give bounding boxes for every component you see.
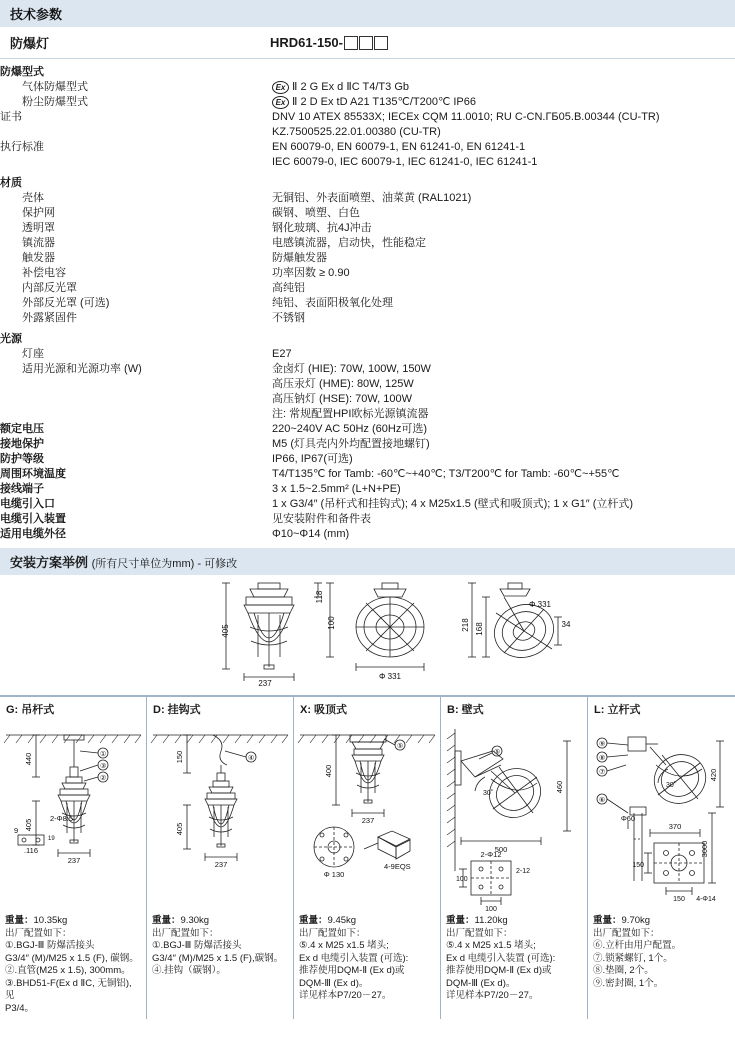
table-row [0, 266, 735, 281]
drawing-L [588, 721, 735, 913]
row-value: 钢化玻璃、抗4J冲击 [272, 222, 372, 234]
callout-5: ⑤ [397, 743, 404, 750]
install-subtitle: (所有尺寸单位为mm) - 可修改 [91, 558, 238, 570]
option-title-D: D: 挂钩式 [153, 704, 201, 716]
notes-L [588, 913, 735, 994]
row-value: Ex Ⅱ 2 G Ex d ⅡC T4/T3 Gb [272, 80, 735, 95]
note-line: ①.BGJ-Ⅲ 防爆活接头 [152, 940, 242, 951]
page-title: 技术参数 [10, 7, 63, 22]
row-label: 粉尘防爆型式 [22, 96, 88, 108]
dim-2-12: 2-12 [516, 868, 531, 875]
note-line: ⑤.4 x M25 x1.5 堵头; [299, 940, 389, 951]
row-label: 外露紧固件 [22, 312, 77, 324]
table-row [0, 125, 735, 140]
table-row [0, 311, 735, 326]
note-line: 详见样本P7/20－27。 [299, 990, 392, 1001]
weight-L: 9.70kg [621, 915, 651, 926]
note-line: 推荐使用DQM-Ⅱ (Ex d)或 [299, 965, 405, 976]
row-value: T4/T135℃ for Tamb: -60℃~+40℃; T3/T200℃ for Tamb: -60℃~+55℃ [272, 468, 620, 480]
dim-237: 237 [214, 860, 228, 869]
drawing-B [441, 721, 587, 913]
product-code: HRD61-150- [270, 29, 388, 57]
note-line: ⑤.4 x M25 x1.5 堵头; [446, 940, 536, 951]
row-value: KZ.7500525.22.01.00380 (CU-TR) [272, 126, 441, 138]
row-value: 电感镇流器，启动快，性能稳定 [272, 237, 426, 249]
row-label: 证书 [0, 111, 22, 123]
mounting-options [0, 696, 735, 1019]
row-value: Φ10~Φ14 (mm) [272, 528, 350, 540]
row-value: E27 [272, 348, 292, 360]
row-value: 高压钠灯 (HSE): 70W, 100W [272, 393, 412, 405]
weight-label-L: 重量： [593, 915, 622, 926]
group-title: 防爆型式 [0, 66, 44, 78]
callout-2: ② [100, 775, 107, 782]
dim-3000: 3000 [700, 840, 709, 858]
callout-7: ⑦ [599, 769, 606, 776]
table-row [0, 422, 735, 437]
dim-405: 405 [24, 818, 33, 832]
group-title: 光源 [0, 333, 22, 345]
spec-table [0, 65, 735, 542]
mounting-option-L [588, 697, 735, 1019]
note-line: ②.直管(M25 x 1.5), 300mm。 [5, 965, 131, 976]
callout-6: ⑥ [599, 797, 606, 804]
code-box-2 [359, 36, 373, 50]
group-title: 材质 [0, 177, 22, 189]
row-value: 高纯铝 [272, 282, 305, 294]
callout-4: ④ [248, 755, 255, 762]
ship-label-B: 出厂配置如下： [446, 927, 513, 939]
note-line: 详见样本P7/20－27。 [446, 990, 539, 1001]
note-line: ①.BGJ-Ⅲ 防爆活接头 [5, 940, 95, 951]
weight-label-G: 重量： [5, 915, 34, 926]
spec-group-title-row [0, 176, 735, 191]
dim-19: 19 [48, 836, 55, 842]
dim-237: 237 [67, 856, 81, 865]
row-value: 碳钢、喷塑、白色 [272, 207, 360, 219]
dim-30deg: 30˚ [666, 782, 677, 789]
row-value: 见安装附件和备件表 [272, 513, 371, 525]
row-label: 接地保护 [0, 438, 44, 450]
table-row [0, 206, 735, 221]
dim-34: 34 [561, 620, 571, 629]
note-line: 推荐使用DQM-Ⅱ (Ex d)或 [446, 965, 552, 976]
weight-X: 9.45kg [327, 915, 357, 926]
note-line: ⑦.锁紧螺钉, 1个。 [593, 952, 673, 964]
note-line: ④.挂钩（碳钢）。 [152, 965, 226, 976]
row-label: 周围环境温度 [0, 468, 66, 480]
dim-100: 100 [327, 616, 336, 630]
row-value: 不锈钢 [272, 312, 305, 324]
row-value: 无铜铝、外表面喷塑、油菜黄 (RAL1021) [272, 192, 472, 204]
spec-group-title-row [0, 332, 735, 347]
mounting-option-B [441, 697, 588, 1019]
dim-405: 405 [221, 624, 230, 638]
dim-118: 118 [315, 590, 324, 604]
dim-150-v: 150 [632, 862, 644, 869]
mounting-option-D [147, 697, 294, 1019]
table-row [0, 407, 735, 422]
note-line: ⑥.立杆由用户配置。 [593, 940, 682, 951]
callout-1: ① [100, 751, 107, 758]
weight-B: 11.20kg [474, 915, 508, 926]
product-label: 防爆灯 [10, 36, 50, 51]
option-title-L: L: 立杆式 [594, 704, 641, 716]
dim-100-v: 100 [456, 876, 468, 883]
dim-2-phi12: 2-Φ12 [480, 850, 502, 859]
code-box-1 [344, 36, 358, 50]
table-row [0, 437, 735, 452]
table-row [0, 191, 735, 206]
row-label: 电缆引入装置 [0, 513, 66, 525]
mounting-option-G [0, 697, 147, 1019]
table-row [0, 377, 735, 392]
dim-4-9eqs: 4-9EQS [384, 862, 411, 871]
row-label: 触发器 [22, 252, 55, 264]
callout-5: ⑤ [494, 749, 501, 756]
row-label: 外部反光罩 (可选) [22, 297, 110, 309]
row-label [0, 155, 272, 170]
note-line: ⑧.垫圈, 2个。 [593, 965, 654, 976]
ship-label-L: 出厂配置如下： [593, 927, 660, 939]
dim-116: .116 [23, 846, 39, 855]
row-value: 纯铝、表面阳极氧化处理 [272, 297, 393, 309]
ship-label-G: 出厂配置如下： [5, 927, 72, 939]
dim-168: 168 [475, 622, 484, 636]
note-line: G3/4″ (M)/M25 x 1.5 (F),碳钢。 [152, 952, 284, 964]
row-label: 镇流器 [22, 237, 55, 249]
note-line: DQM-Ⅲ (Ex d)。 [299, 977, 369, 989]
row-label: 适用光源和光源功率 (W) [22, 363, 142, 375]
table-row [0, 392, 735, 407]
mounting-option-X [294, 697, 441, 1019]
option-title-B: B: 壁式 [447, 704, 484, 716]
table-row [0, 296, 735, 311]
row-value: Ex Ⅱ 2 D Ex tD A21 T135℃/T200℃ IP66 [272, 95, 735, 110]
note-line: DQM-Ⅲ (Ex d)。 [446, 977, 516, 989]
row-label: 防护等级 [0, 453, 44, 465]
dim-phi130: Φ 130 [323, 870, 345, 879]
top-drawings-svg [0, 575, 735, 693]
note-line: P3/4。 [5, 1002, 35, 1014]
callout-9: ⑨ [599, 741, 606, 748]
weight-G: 10.35kg [33, 915, 68, 926]
weight-label-X: 重量： [299, 915, 328, 926]
notes-X [294, 913, 440, 1007]
drawing-D [147, 721, 293, 913]
dim-9: 9 [14, 826, 19, 835]
dim-phi60: Φ60 [620, 814, 636, 823]
table-row [0, 497, 735, 512]
row-value: M5 (灯具壳内外均配置接地螺钉) [272, 438, 430, 450]
option-title-X: X: 吸顶式 [300, 704, 348, 716]
table-row [0, 221, 735, 236]
row-label [0, 377, 272, 392]
row-value: 1 x G3/4″ (吊杆式和挂钩式); 4 x M25x1.5 (壁式和吸顶式); 1 x G1″ (立杆式) [272, 498, 634, 510]
row-value: 注: 常规配置HPI欧标光源镇流器 [272, 408, 429, 420]
row-label: 适用电缆外径 [0, 528, 66, 540]
row-value: 220~240V AC 50Hz (60Hz可选) [272, 423, 427, 435]
table-row [0, 281, 735, 296]
dim-phi331: Φ 331 [379, 672, 401, 681]
row-value: 防爆触发器 [272, 252, 327, 264]
spec-table-wrap [0, 59, 735, 542]
row-value: 高压汞灯 (HME): 80W, 125W [272, 378, 414, 390]
row-label [0, 392, 272, 407]
row-value: IP66, IP67(可选) [272, 453, 353, 465]
row-label: 补偿电容 [22, 267, 66, 279]
dim-4-phi14: 4-Φ14 [696, 896, 716, 903]
notes-G [0, 913, 146, 1019]
table-row [0, 347, 735, 362]
ex-mark-icon: Ex [272, 96, 289, 109]
note-line: Ex d 电缆引入装置 (可选): [299, 952, 409, 964]
install-title: 安装方案举例 [10, 555, 89, 570]
row-label: 接线端子 [0, 483, 44, 495]
row-value: 功率因数 ≥ 0.90 [272, 267, 350, 279]
dim-237: 237 [258, 679, 272, 688]
note-line: ③.BHD51-F(Ex d ⅡC, 无铜铝), 见 [5, 977, 132, 1001]
section-header-tech-params [0, 0, 735, 27]
table-row [0, 80, 735, 95]
product-title-row [0, 27, 735, 59]
note-line: ⑨.密封圈, 1个。 [593, 977, 664, 989]
row-label: 灯座 [22, 348, 44, 360]
callout-3: ③ [100, 763, 107, 770]
table-row [0, 110, 735, 125]
dim-440: 440 [24, 752, 33, 766]
row-label: 执行标准 [0, 141, 44, 153]
row-label: 保护网 [22, 207, 55, 219]
row-label: 额定电压 [0, 423, 44, 435]
dim-100-h: 100 [485, 906, 497, 913]
dim-2-phi8-5: 2-Φ8.5 [50, 814, 74, 823]
row-label: 壳体 [22, 192, 44, 204]
ship-label-X: 出厂配置如下： [299, 927, 366, 939]
dim-400: 400 [324, 764, 333, 778]
row-label: 内部反光罩 [22, 282, 77, 294]
top-drawings [0, 575, 735, 696]
table-row [0, 140, 735, 155]
row-label: 透明罩 [22, 222, 55, 234]
row-label: 气体防爆型式 [22, 81, 88, 93]
dim-370: 370 [668, 822, 682, 831]
table-row [0, 155, 735, 170]
notes-B [441, 913, 587, 1007]
dim-150-h: 150 [673, 896, 685, 903]
row-label [0, 125, 272, 140]
callout-8: ⑧ [599, 755, 606, 762]
row-value: 3 x 1.5~2.5mm² (L+N+PE) [272, 483, 401, 495]
dim-420: 420 [709, 768, 718, 782]
table-row [0, 95, 735, 110]
dim-218: 218 [461, 618, 470, 632]
note-line: Ex d 电缆引入装置 (可选): [446, 952, 556, 964]
ex-mark-icon: Ex [272, 81, 289, 94]
dim-150: 150 [175, 750, 184, 764]
row-label: 电缆引入口 [0, 498, 55, 510]
row-value: DNV 10 ATEX 85533X; IECEx CQM 11.0010; RU C-CN.ГБ05.В.00344 (CU-TR) [272, 111, 660, 123]
weight-label-B: 重量： [446, 915, 475, 926]
table-row [0, 527, 735, 542]
code-box-3 [374, 36, 388, 50]
table-row [0, 251, 735, 266]
row-value: 金卤灯 (HIE): 70W, 100W, 150W [272, 363, 431, 375]
section-header-install [0, 548, 735, 575]
row-label [0, 407, 272, 422]
table-row [0, 236, 735, 251]
option-title-G: G: 吊杆式 [6, 704, 55, 716]
table-row [0, 512, 735, 527]
drawing-G [0, 721, 146, 913]
drawing-X [294, 721, 440, 913]
row-value: IEC 60079-0, IEC 60079-1, IEC 61241-0, IEC 61241-1 [272, 156, 538, 168]
row-value: EN 60079-0, EN 60079-1, EN 61241-0, EN 61241-1 [272, 141, 526, 153]
dim-30deg: 30˚ [483, 790, 494, 797]
dim-237: 237 [361, 816, 375, 825]
table-row [0, 362, 735, 377]
weight-D: 9.30kg [180, 915, 210, 926]
spec-group-title-row [0, 65, 735, 80]
dim-500: 500 [494, 845, 508, 854]
dim-405: 405 [175, 822, 184, 836]
note-line: G3/4″ (M)/M25 x 1.5 (F), 碳钢。 [5, 952, 139, 964]
table-row [0, 452, 735, 467]
ship-label-D: 出厂配置如下： [152, 927, 219, 939]
weight-label-D: 重量： [152, 915, 181, 926]
dim-phi331-2: Φ 331 [529, 600, 551, 609]
notes-D [147, 913, 293, 982]
dim-460: 460 [555, 780, 564, 794]
table-row [0, 467, 735, 482]
table-row [0, 482, 735, 497]
